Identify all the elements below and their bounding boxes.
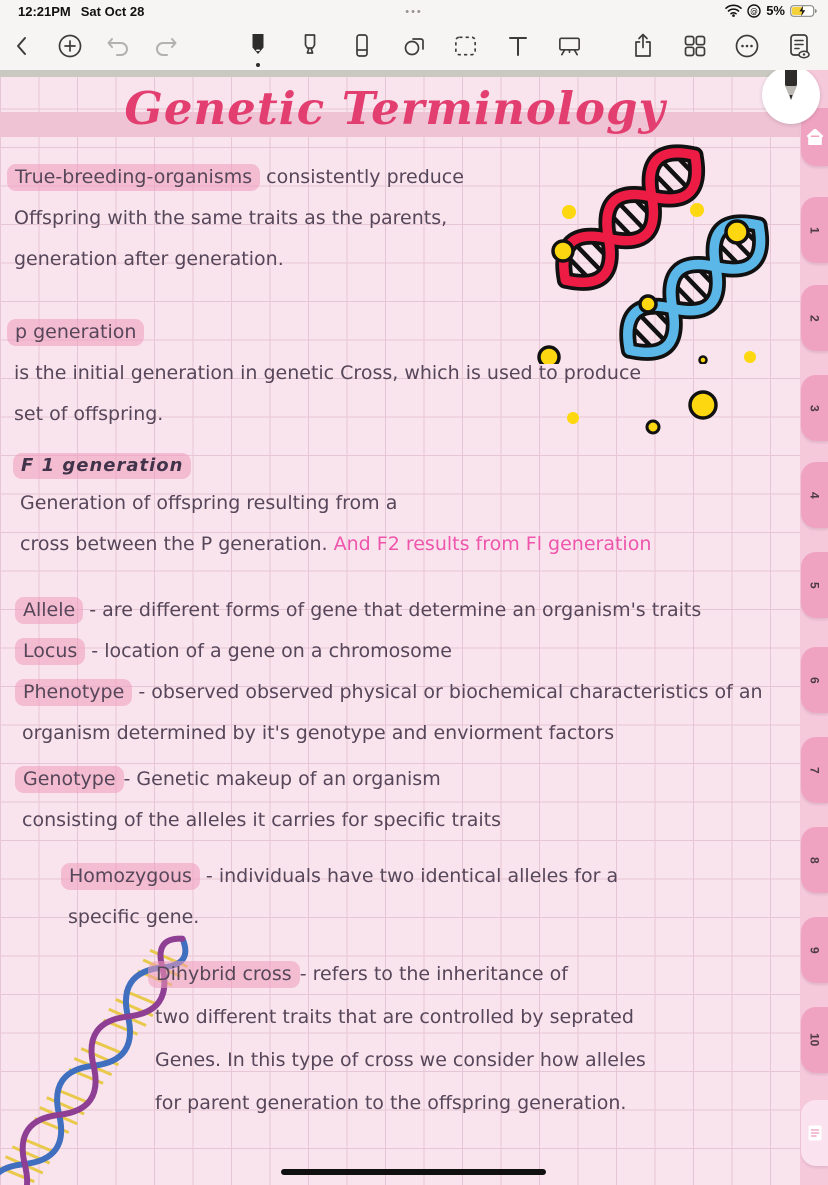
note-line: Phenotype - observed observed physical or biochemical characteristics of an <box>22 673 763 714</box>
pen-tip-icon <box>780 70 802 106</box>
multitask-dots[interactable]: ••• <box>405 6 423 18</box>
reader-view-button[interactable] <box>785 29 812 63</box>
elements-grid-icon <box>682 33 708 59</box>
back-chevron-icon <box>18 38 25 54</box>
home-indicator-bar[interactable] <box>281 1169 546 1175</box>
note-line: for parent generation to the offspring generation. <box>155 1092 627 1114</box>
orientation-lock-icon <box>747 4 761 18</box>
highlighted-term: Dihybrid cross <box>148 961 300 988</box>
more-ellipsis-icon <box>734 33 760 59</box>
note-line: Locus - location of a gene on a chromosome <box>22 632 763 673</box>
true-breeding-paragraph <box>14 158 464 281</box>
add-page-button[interactable] <box>56 29 83 63</box>
elements-button[interactable] <box>681 29 708 63</box>
status-bar <box>0 0 828 24</box>
page-top-edge <box>0 70 828 77</box>
tab-page-7[interactable]: 7 <box>801 737 828 803</box>
shapes-icon <box>401 33 427 59</box>
tab-page-3[interactable]: 3 <box>801 375 828 441</box>
highlighted-term: Locus <box>15 638 85 665</box>
undo-icon <box>105 35 131 57</box>
page-title: Genetic Terminology <box>124 82 666 135</box>
pink-ink-note: And F2 results from Fl generation <box>333 533 652 555</box>
wifi-icon <box>725 4 742 17</box>
presenter-tool-button[interactable] <box>556 29 583 63</box>
page-tabs-sidebar <box>800 70 828 1185</box>
pen-tool-button[interactable] <box>244 29 271 63</box>
text-icon <box>506 33 530 59</box>
f1-heading <box>20 446 191 487</box>
note-line: consisting of the alleles it carries for specific traits <box>22 809 502 831</box>
note-line: Offspring with the same traits as the parents, <box>14 207 448 229</box>
tab-page-6[interactable]: 6 <box>801 647 828 713</box>
selected-tool-dot <box>256 63 260 67</box>
battery-percent: 5% <box>766 3 785 18</box>
note-line: Genes. In this type of cross we consider how alleles <box>155 1049 646 1071</box>
note-line <box>14 313 641 354</box>
tab-page-5[interactable]: 5 <box>801 552 828 618</box>
p-generation-paragraph <box>14 313 641 436</box>
note-line: True-breeding-organisms consistently preduce <box>14 158 464 199</box>
eraser-tool-button[interactable] <box>348 29 375 63</box>
definitions-paragraph <box>22 591 763 755</box>
note-line: Genotype - Genetic makeup of an organism <box>22 760 501 801</box>
tab-page-outline[interactable] <box>801 1100 828 1166</box>
share-icon <box>631 32 655 60</box>
pen-icon <box>247 32 269 60</box>
highlighter-tool-button[interactable] <box>296 29 323 63</box>
note-line: organism determined by it's genotype and enviorment factors <box>22 722 615 744</box>
highlighted-term: Homozygous <box>61 863 200 890</box>
more-button[interactable] <box>733 29 760 63</box>
note-line: Allele - are different forms of gene that determine an organism's traits <box>22 591 763 632</box>
svg-text:@: @ <box>750 6 758 16</box>
note-line: cross between the P generation. And F2 results from Fl generation <box>20 533 652 555</box>
highlighted-term: p generation <box>7 319 144 346</box>
highlighted-term: Allele <box>15 597 83 624</box>
toolbar <box>0 24 828 68</box>
status-time-date <box>18 4 144 19</box>
redo-button[interactable] <box>152 29 179 63</box>
note-line: two different traits that are controlled by seprated <box>155 1006 634 1028</box>
notebook-page[interactable] <box>0 70 828 1185</box>
tab-page-1[interactable]: 1 <box>801 197 828 263</box>
undo-button[interactable] <box>104 29 131 63</box>
text-tool-button[interactable] <box>504 29 531 63</box>
plus-circle-icon <box>57 33 83 59</box>
highlighter-icon <box>299 32 321 60</box>
lasso-tool-button[interactable] <box>452 29 479 63</box>
note-line <box>20 446 191 487</box>
battery-charging-icon <box>790 4 818 18</box>
date: Sat Oct 28 <box>80 4 145 19</box>
highlighted-term: True-breeding-organisms <box>7 164 260 191</box>
tab-page-9[interactable]: 9 <box>801 917 828 983</box>
eraser-icon <box>352 32 372 60</box>
note-line: is the initial generation in genetic Cross, which is used to produce <box>14 362 642 384</box>
tab-page-4[interactable]: 4 <box>801 462 828 528</box>
tab-page-2[interactable]: 2 <box>801 285 828 351</box>
dihybrid-paragraph <box>155 954 646 1126</box>
reader-document-icon <box>786 32 812 60</box>
share-button[interactable] <box>629 29 656 63</box>
tab-page-10[interactable]: 10 <box>801 1007 828 1073</box>
homozygous-paragraph <box>68 857 618 939</box>
shapes-tool-button[interactable] <box>400 29 427 63</box>
home-icon <box>806 129 824 145</box>
note-line: set of offspring. <box>14 403 164 425</box>
note-line: Homozygous - individuals have two identical alleles for a <box>68 857 618 898</box>
note-line: specific gene. <box>68 906 200 928</box>
note-line: Dihybrid cross - refers to the inheritance of <box>155 954 646 997</box>
clock: 12:21PM <box>18 4 71 19</box>
presenter-board-icon <box>556 33 583 59</box>
note-line: Generation of offspring resulting from a <box>20 492 398 514</box>
page-outline-icon <box>807 1124 823 1142</box>
highlighted-term: Genotype <box>15 766 124 793</box>
note-line: generation after generation. <box>14 248 284 270</box>
f1-paragraph <box>20 484 651 566</box>
back-button[interactable] <box>8 29 35 63</box>
redo-icon <box>153 35 179 57</box>
tab-page-8[interactable]: 8 <box>801 827 828 893</box>
highlighted-term: F 1 generation <box>13 453 191 479</box>
lasso-selection-icon <box>452 33 479 59</box>
highlighted-term: Phenotype <box>15 679 132 706</box>
genotype-paragraph <box>22 760 501 842</box>
